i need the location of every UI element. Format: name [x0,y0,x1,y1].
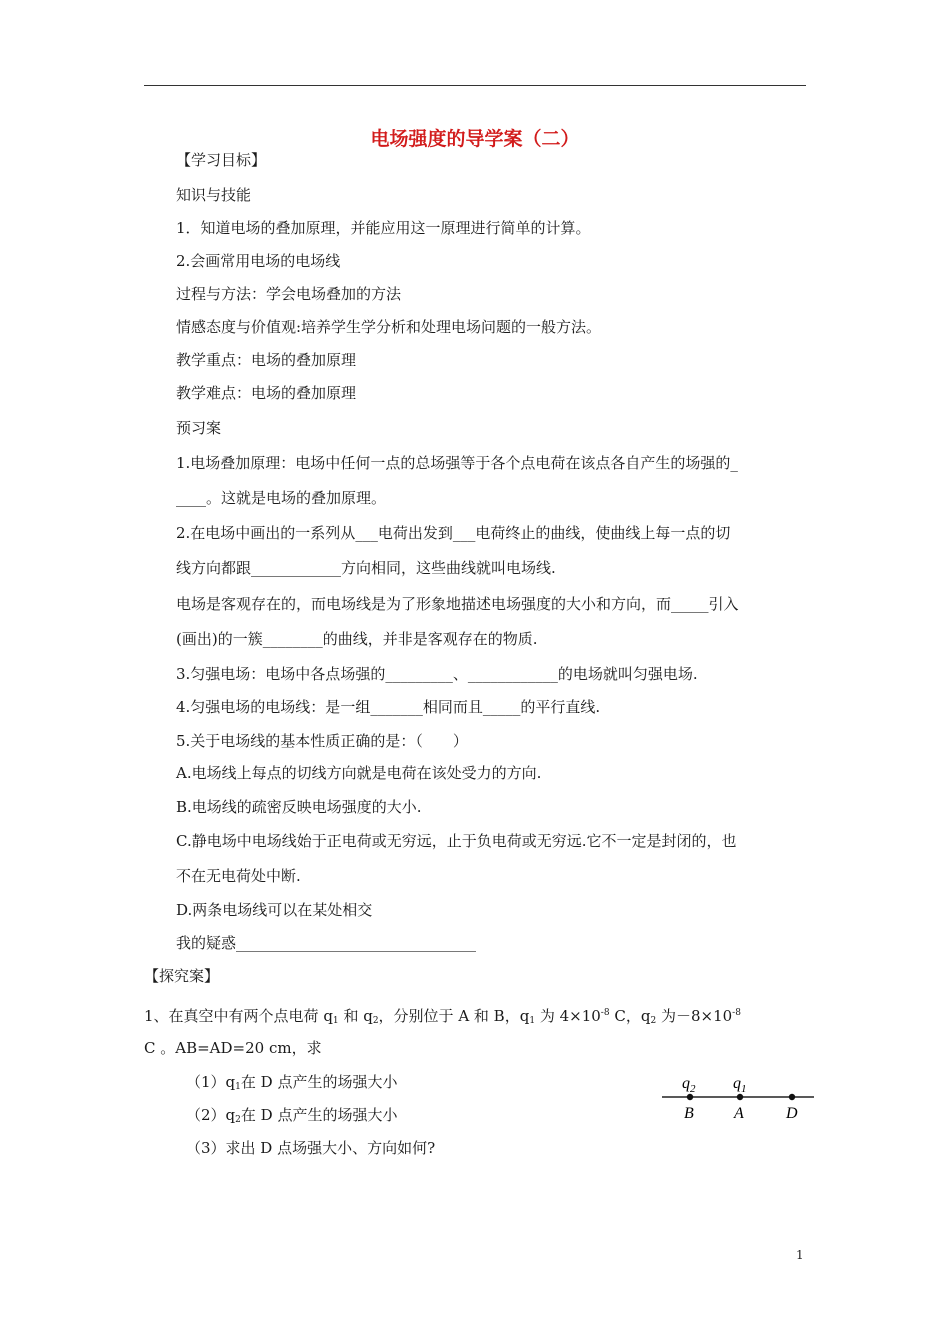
preview-q5: 5.关于电场线的基本性质正确的是：（ ） [176,732,468,750]
key-point: 教学重点：电场的叠加原理 [176,351,357,369]
charges-diagram [662,1066,818,1126]
preview-q2-line2: 线方向都跟____________方向相同，这些曲线就叫电场线. [176,559,556,577]
objective-item-1: 1．知道电场的叠加原理，并能应用这一原理进行简单的计算。 [176,219,591,237]
header-rule [144,85,806,86]
sub-question-3: （3）求出 D 点场强大小、方向如何? [186,1139,436,1157]
label-q1: $q_1$ [733,1075,747,1095]
objectives-heading: 【学习目标】 [176,151,267,169]
option-c-line1: C.静电场中电场线始于正电荷或无穷远，止于负电荷或无穷远.它不一定是封闭的，也 [176,832,737,850]
objectives-sub: 知识与技能 [176,186,252,204]
option-c-line2: 不在无电荷处中断. [176,867,301,885]
sub-question-2: $(2)q_2$在 D 点产生的场强大小 [186,1106,398,1125]
doubt-line: 我的疑惑________________________________ [176,934,477,952]
option-a: A.电场线上每点的切线方向就是电荷在该处受力的方向. [176,764,542,782]
explore-problem-line1: 1、在真空中有两个点电荷 $q_1$ 和 $q_2$，分别位于 A 和 B，$q_1$ 为 $4\times 10^{-8}$ C，$q_2$ 为$-8\times 10^{-8}$ [144,1007,741,1026]
option-b: B.电场线的疏密反映电场强度的大小. [176,798,422,816]
preview-heading: 预习案 [176,419,222,437]
objective-item-2: 2.会画常用电场的电场线 [176,252,341,270]
preview-q4: 4.匀强电场的电场线：是一组_______相同而且_____的平行直线. [176,698,601,716]
preview-q1-line2: ____。这就是电场的叠加原理。 [176,489,387,507]
page-number: 1 [796,1248,804,1262]
point-d-dot [789,1094,795,1100]
explore-problem-line2: C 。AB=AD=20 cm，求 [144,1039,322,1057]
label-d: D [786,1105,798,1122]
sub-question-1: $(1)q_1$在 D 点产生的场强大小 [186,1073,398,1092]
preview-q1-line1: 1.电场叠加原理：电场中任何一点的总场强等于各个点电荷在该点各自产生的场强的_ [176,454,738,472]
preview-q2-line3: 电场是客观存在的，而电场线是为了形象地描述电场强度的大小和方向，而_____引入 [176,595,739,613]
explore-heading: 【探究案】 [144,967,220,985]
emotion-values: 情感态度与价值观:培养学生学分析和处理电场问题的一般方法。 [176,318,602,336]
difficult-point: 教学难点：电场的叠加原理 [176,384,357,402]
process-method: 过程与方法：学会电场叠加的方法 [176,285,402,303]
label-q2: $q_2$ [682,1075,696,1095]
page-title: 电场强度的导学案（二） [370,128,580,150]
preview-q2-line4: (画出)的一簇________的曲线，并非是客观存在的物质. [176,630,538,648]
preview-q3: 3.匀强电场：电场中各点场强的_________、____________的电场就叫匀强电场. [176,665,698,683]
preview-q2-line1: 2.在电场中画出的一系列从___电荷出发到___电荷终止的曲线，使曲线上每一点的切 [176,524,731,542]
label-a: A [734,1105,744,1122]
option-d: D.两条电场线可以在某处相交 [176,901,373,919]
label-b: B [684,1105,694,1122]
